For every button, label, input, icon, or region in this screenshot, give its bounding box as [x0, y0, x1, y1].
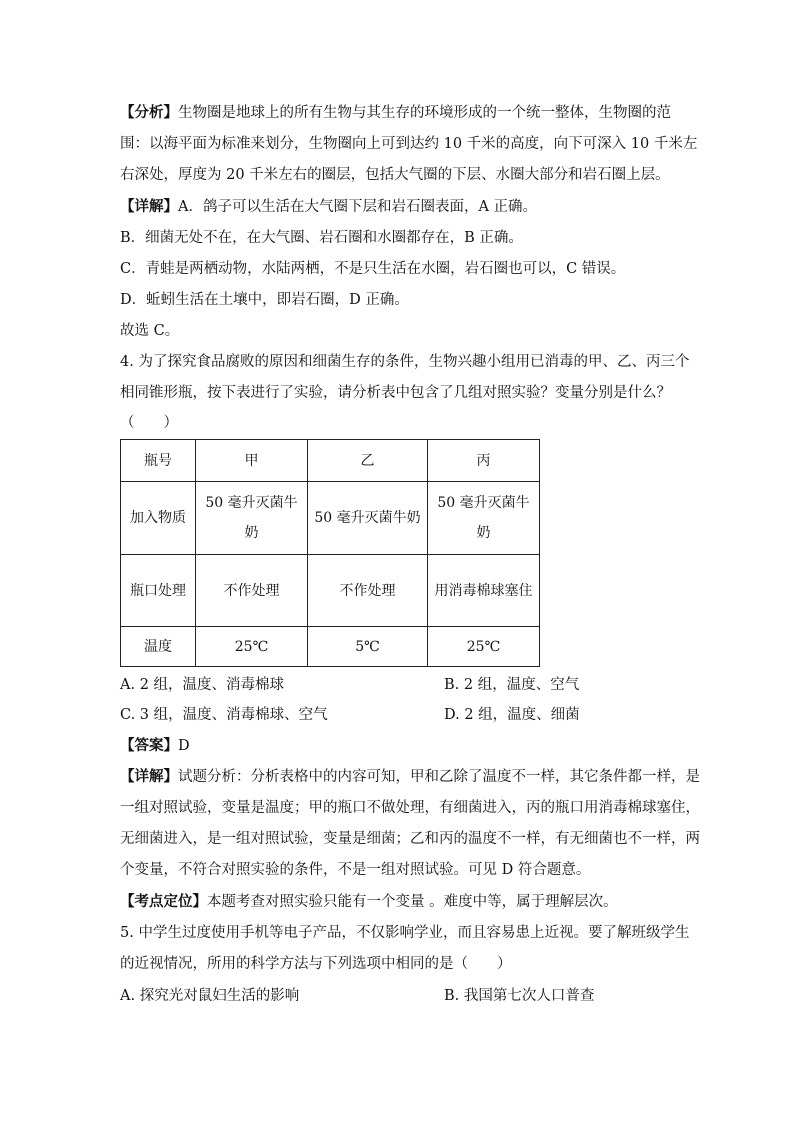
table-cell: 50 毫升灭菌牛奶: [308, 482, 428, 555]
q4-detail-tag: 【详解】: [120, 768, 178, 785]
detail-line-a: 【详解】A．鸽子可以生活在大气圈下层和岩石圈表面，A 正确。: [120, 198, 538, 215]
table-cell: 5℃: [308, 627, 428, 667]
q5-option-a: A. 探究光对鼠妇生活的影响: [120, 988, 300, 1004]
q4-stem-line-2: 相同锥形瓶，按下表进行了实验，请分析表中包含了几组对照实验？变量分别是什么？: [120, 385, 671, 401]
table-cell: 25℃: [428, 627, 540, 667]
detail-line-b: B．细菌无处不在，在大气圈、岩石圈和水圈都存在，B 正确。: [120, 230, 523, 246]
answer-line: [120, 736, 190, 756]
table-cell: 丙: [428, 440, 540, 482]
answer-value: D: [178, 738, 190, 754]
answer-tag: 【答案】: [120, 737, 178, 754]
q4-stem-line-1: 4. 为了探究食品腐败的原因和细菌生存的条件，生物兴趣小组用已消毒的甲、乙、丙三个: [120, 354, 690, 370]
option-d: D. 2 组，温度、细菌: [444, 707, 580, 723]
table-cell: 用消毒棉球塞住: [428, 555, 540, 627]
point-tag: 【考点定位】: [120, 893, 207, 910]
table-row: [121, 555, 540, 627]
q5-stem-line-1: 5. 中学生过度使用手机等电子产品，不仅影响学业，而且容易患上近视。要了解班级学生: [120, 925, 690, 941]
table-cell: 瓶号: [121, 440, 196, 482]
analysis-line-1: 【分析】生物圈是地球上的所有生物与其生存的环境形成的一个统一整体，生物圈的范: [120, 104, 671, 121]
q4-detail-line-2: 一组对照试验，变量是温度；甲的瓶口不做处理，有细菌进入，丙的瓶口用消毒棉球塞住，: [120, 800, 700, 816]
q4-stem-line-3: （ ）: [120, 415, 178, 431]
option-c: C. 3 组，温度、消毒棉球、空气: [120, 707, 328, 723]
detail-line-d: D．蚯蚓生活在土壤中，即岩石圈，D 正确。: [120, 292, 409, 308]
q4-detail-line-4: 个变量，不符合对照实验的条件，不是一组对照试验。可见 D 符合题意。: [120, 862, 591, 878]
experiment-table: [120, 439, 540, 667]
table-header-row: [121, 440, 540, 482]
table-cell: 50 毫升灭菌牛奶: [428, 482, 540, 555]
point-line: 【考点定位】本题考查对照实验只能有一个变量 。难度中等，属于理解层次。: [120, 893, 618, 910]
analysis-line-3: 右深处，厚度为 20 千米左右的圈层，包括大气圈的下层、水圈大部分和岩石圈上层。: [120, 167, 670, 183]
analysis-tag: 【分析】: [120, 104, 178, 121]
table-cell: 温度: [121, 627, 196, 667]
q4-detail-line-1: 【详解】试题分析：分析表格中的内容可知，甲和乙除了温度不一样，其它条件都一样，是: [120, 768, 700, 785]
q5-stem-line-2: 的近视情况，所用的科学方法与下列选项中相同的是（ ）: [120, 956, 512, 972]
q5-option-b: B. 我国第七次人口普查: [444, 988, 595, 1004]
table-cell: 加入物质: [121, 482, 196, 555]
analysis-line-2: 围：以海平面为标准来划分，生物圈向上可到达约 10 千米的高度，向下可深入 10 千米左: [120, 136, 698, 152]
detail-tag: 【详解】: [120, 198, 178, 215]
table-cell: 25℃: [196, 627, 308, 667]
detail-line-c: C．青蛙是两栖动物，水陆两栖，不是只生活在水圈，岩石圈也可以，C 错误。: [120, 261, 626, 277]
table-cell: 50 毫升灭菌牛奶: [196, 482, 308, 555]
option-b: B. 2 组，温度、空气: [444, 677, 580, 693]
conclusion-line: 故选 C。: [120, 323, 180, 339]
table-cell: 乙: [308, 440, 428, 482]
option-a: A. 2 组，温度、消毒棉球: [120, 677, 285, 693]
table-cell: 瓶口处理: [121, 555, 196, 627]
q4-detail-line-3: 无细菌进入，是一组对照试验，变量是细菌；乙和丙的温度不一样，有无细菌也不一样，两: [120, 831, 700, 847]
table-cell: 不作处理: [196, 555, 308, 627]
table-cell: 甲: [196, 440, 308, 482]
table-row: [121, 482, 540, 555]
table-cell: 不作处理: [308, 555, 428, 627]
table-row: [121, 627, 540, 667]
